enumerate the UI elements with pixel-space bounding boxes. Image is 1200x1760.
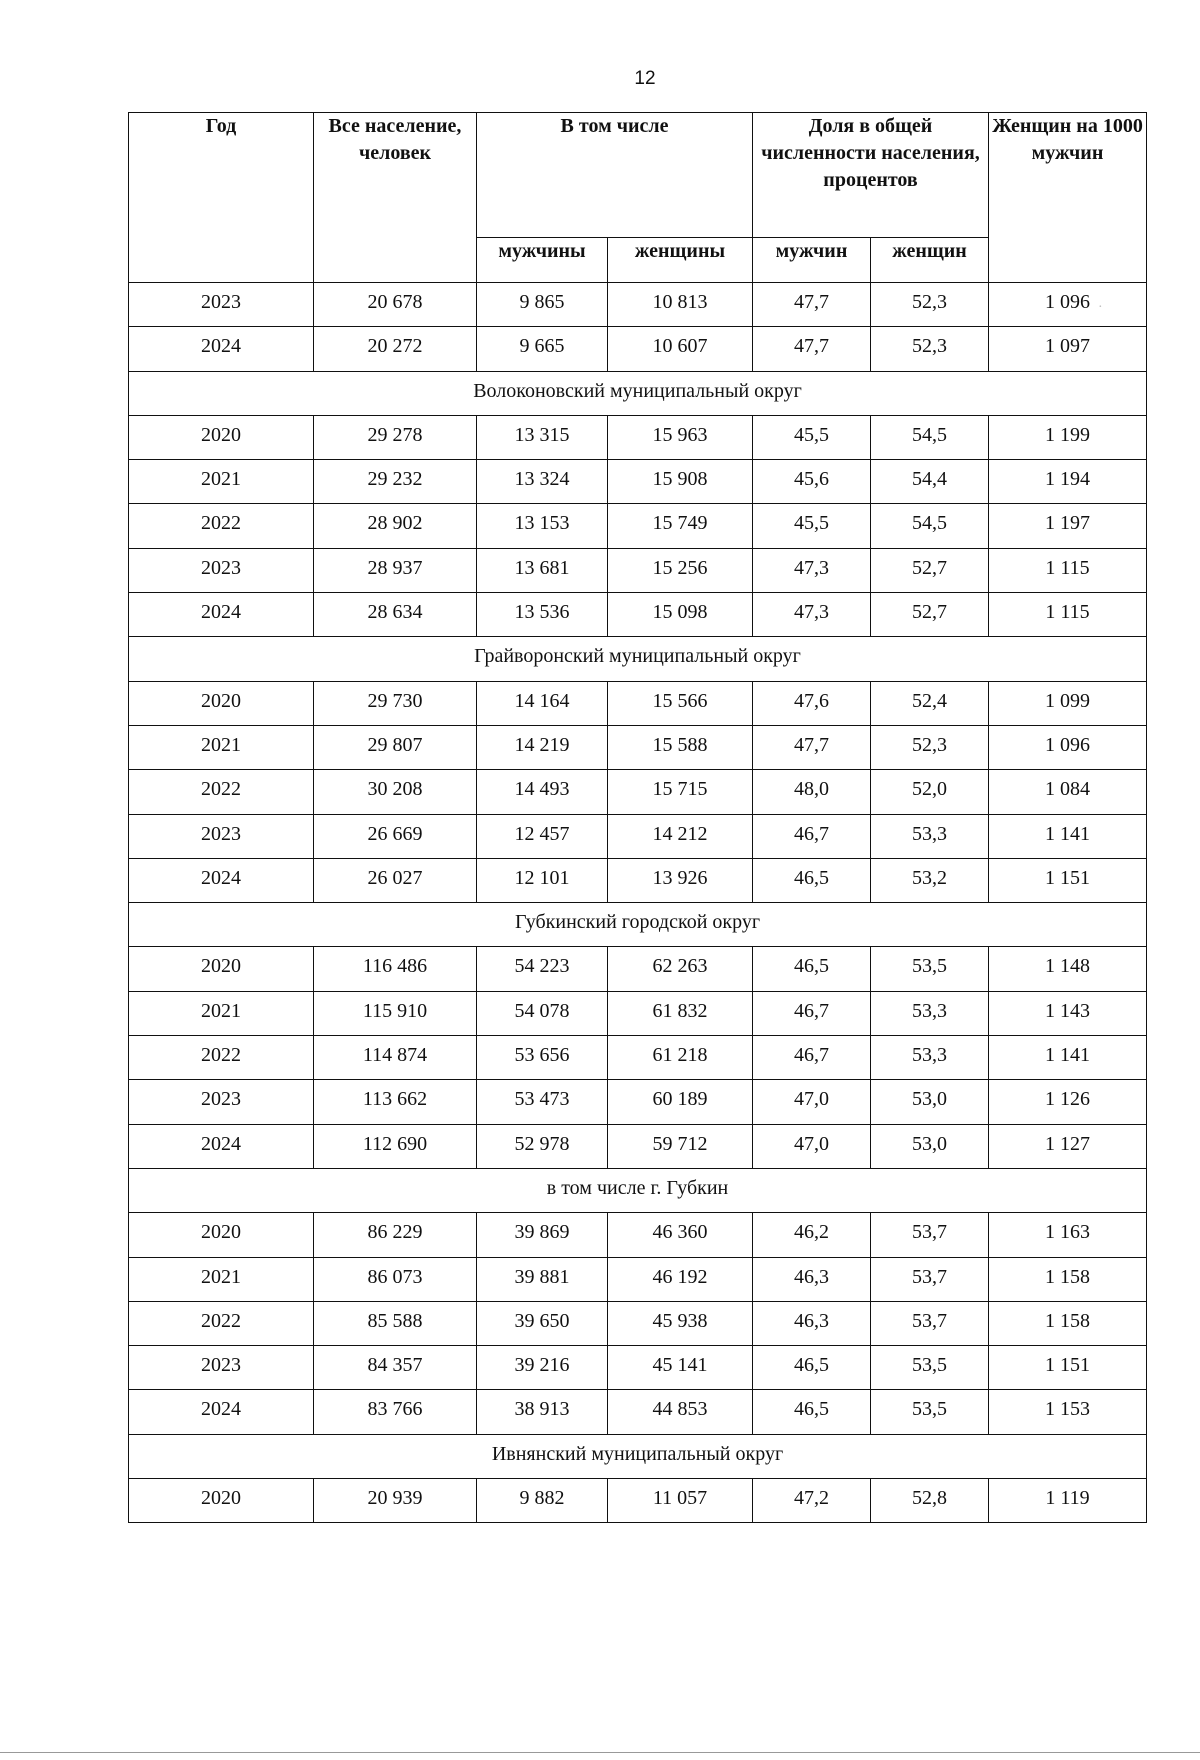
men-cell: 54 223 xyxy=(477,947,608,991)
women-cell: 15 588 xyxy=(608,725,753,769)
women-share-cell: 53,0 xyxy=(871,1124,989,1168)
table-row xyxy=(129,814,1147,858)
women-share-cell: 52,8 xyxy=(871,1479,989,1523)
women-cell: 46 360 xyxy=(608,1213,753,1257)
header-total-population: Все население, человек xyxy=(314,113,477,283)
header-men: мужчины xyxy=(477,238,608,283)
men-share-cell: 47,7 xyxy=(753,327,871,371)
year-cell: 2024 xyxy=(129,858,314,902)
men-cell: 9 665 xyxy=(477,327,608,371)
men-share-cell: 48,0 xyxy=(753,770,871,814)
women-share-cell: 53,7 xyxy=(871,1213,989,1257)
table-row xyxy=(129,504,1147,548)
section-row xyxy=(129,1434,1147,1478)
men-share-cell: 46,5 xyxy=(753,858,871,902)
women-cell: 46 192 xyxy=(608,1257,753,1301)
men-share-cell: 45,5 xyxy=(753,504,871,548)
header-men-share: мужчин xyxy=(753,238,871,283)
table-row xyxy=(129,327,1147,371)
table-row xyxy=(129,1036,1147,1080)
men-share-cell: 47,6 xyxy=(753,681,871,725)
table-row xyxy=(129,725,1147,769)
women-share-cell: 52,7 xyxy=(871,548,989,592)
ratio-cell: 1 099 xyxy=(989,681,1147,725)
men-share-cell: 47,3 xyxy=(753,593,871,637)
men-cell: 13 681 xyxy=(477,548,608,592)
total-cell: 20 272 xyxy=(314,327,477,371)
year-cell: 2020 xyxy=(129,681,314,725)
men-cell: 13 315 xyxy=(477,415,608,459)
total-cell: 28 937 xyxy=(314,548,477,592)
men-cell: 14 164 xyxy=(477,681,608,725)
ratio-cell: 1 127 xyxy=(989,1124,1147,1168)
women-cell: 10 813 xyxy=(608,283,753,327)
section-title: в том числе г. Губкин xyxy=(129,1168,1147,1212)
women-share-cell: 53,0 xyxy=(871,1080,989,1124)
table-row xyxy=(129,283,1147,327)
women-share-cell: 52,4 xyxy=(871,681,989,725)
women-share-cell: 54,4 xyxy=(871,460,989,504)
ratio-cell: 1 119 xyxy=(989,1479,1147,1523)
table-row xyxy=(129,858,1147,902)
women-cell: 59 712 xyxy=(608,1124,753,1168)
total-cell: 26 027 xyxy=(314,858,477,902)
men-cell: 39 216 xyxy=(477,1346,608,1390)
women-cell: 15 715 xyxy=(608,770,753,814)
table-row xyxy=(129,1346,1147,1390)
women-share-cell: 53,3 xyxy=(871,814,989,858)
women-cell: 15 566 xyxy=(608,681,753,725)
total-cell: 29 232 xyxy=(314,460,477,504)
men-cell: 9 882 xyxy=(477,1479,608,1523)
men-cell: 39 869 xyxy=(477,1213,608,1257)
women-cell: 11 057 xyxy=(608,1479,753,1523)
year-cell: 2023 xyxy=(129,1080,314,1124)
total-cell: 20 678 xyxy=(314,283,477,327)
women-cell: 60 189 xyxy=(608,1080,753,1124)
year-cell: 2024 xyxy=(129,1124,314,1168)
year-cell: 2023 xyxy=(129,283,314,327)
ratio-cell: 1 096 xyxy=(989,283,1147,327)
women-cell: 14 212 xyxy=(608,814,753,858)
ratio-cell: 1 096 xyxy=(989,725,1147,769)
men-share-cell: 47,0 xyxy=(753,1124,871,1168)
women-share-cell: 53,3 xyxy=(871,991,989,1035)
header-women: женщины xyxy=(608,238,753,283)
women-cell: 61 218 xyxy=(608,1036,753,1080)
table-row xyxy=(129,770,1147,814)
men-share-cell: 46,5 xyxy=(753,1390,871,1434)
men-cell: 53 656 xyxy=(477,1036,608,1080)
table-row xyxy=(129,681,1147,725)
ratio-cell: 1 141 xyxy=(989,1036,1147,1080)
total-cell: 115 910 xyxy=(314,991,477,1035)
year-cell: 2021 xyxy=(129,460,314,504)
section-title: Волоконовский муниципальный округ xyxy=(129,371,1147,415)
total-cell: 114 874 xyxy=(314,1036,477,1080)
header-women-per-1000-men: Женщин на 1000 мужчин xyxy=(989,113,1147,283)
year-cell: 2023 xyxy=(129,548,314,592)
women-share-cell: 52,3 xyxy=(871,327,989,371)
year-cell: 2021 xyxy=(129,725,314,769)
header-women-share: женщин xyxy=(871,238,989,283)
total-cell: 112 690 xyxy=(314,1124,477,1168)
women-cell: 15 098 xyxy=(608,593,753,637)
total-cell: 86 229 xyxy=(314,1213,477,1257)
women-cell: 15 256 xyxy=(608,548,753,592)
men-cell: 39 881 xyxy=(477,1257,608,1301)
total-cell: 28 634 xyxy=(314,593,477,637)
women-share-cell: 53,7 xyxy=(871,1257,989,1301)
table-row xyxy=(129,1390,1147,1434)
total-cell: 29 807 xyxy=(314,725,477,769)
ratio-cell: 1 115 xyxy=(989,548,1147,592)
page-number: 12 xyxy=(634,68,656,89)
table-row xyxy=(129,460,1147,504)
ratio-cell: 1 148 xyxy=(989,947,1147,991)
men-cell: 38 913 xyxy=(477,1390,608,1434)
section-row xyxy=(129,903,1147,947)
section-title: Ивнянский муниципальный округ xyxy=(129,1434,1147,1478)
year-cell: 2024 xyxy=(129,1390,314,1434)
year-cell: 2020 xyxy=(129,1213,314,1257)
men-share-cell: 47,0 xyxy=(753,1080,871,1124)
men-share-cell: 46,5 xyxy=(753,947,871,991)
men-share-cell: 47,7 xyxy=(753,725,871,769)
men-share-cell: 47,2 xyxy=(753,1479,871,1523)
section-row xyxy=(129,637,1147,681)
total-cell: 28 902 xyxy=(314,504,477,548)
ratio-cell: 1 126 xyxy=(989,1080,1147,1124)
women-cell: 61 832 xyxy=(608,991,753,1035)
year-cell: 2021 xyxy=(129,991,314,1035)
population-table xyxy=(128,112,1147,1523)
men-share-cell: 46,3 xyxy=(753,1301,871,1345)
women-cell: 45 141 xyxy=(608,1346,753,1390)
men-share-cell: 46,5 xyxy=(753,1346,871,1390)
men-cell: 13 536 xyxy=(477,593,608,637)
men-cell: 52 978 xyxy=(477,1124,608,1168)
men-cell: 54 078 xyxy=(477,991,608,1035)
total-cell: 29 730 xyxy=(314,681,477,725)
total-cell: 116 486 xyxy=(314,947,477,991)
year-cell: 2024 xyxy=(129,327,314,371)
men-cell: 13 324 xyxy=(477,460,608,504)
table-row xyxy=(129,947,1147,991)
table-row xyxy=(129,415,1147,459)
total-cell: 83 766 xyxy=(314,1390,477,1434)
ratio-cell: 1 158 xyxy=(989,1257,1147,1301)
women-share-cell: 53,3 xyxy=(871,1036,989,1080)
table-row xyxy=(129,593,1147,637)
men-cell: 12 101 xyxy=(477,858,608,902)
ratio-cell: 1 199 xyxy=(989,415,1147,459)
men-cell: 12 457 xyxy=(477,814,608,858)
men-share-cell: 47,7 xyxy=(753,283,871,327)
year-cell: 2022 xyxy=(129,1036,314,1080)
women-share-cell: 54,5 xyxy=(871,504,989,548)
ratio-cell: 1 151 xyxy=(989,858,1147,902)
women-cell: 10 607 xyxy=(608,327,753,371)
women-cell: 15 749 xyxy=(608,504,753,548)
women-cell: 13 926 xyxy=(608,858,753,902)
men-share-cell: 45,6 xyxy=(753,460,871,504)
women-cell: 15 963 xyxy=(608,415,753,459)
year-cell: 2020 xyxy=(129,947,314,991)
ratio-cell: 1 084 xyxy=(989,770,1147,814)
men-share-cell: 46,7 xyxy=(753,991,871,1035)
table-row xyxy=(129,1257,1147,1301)
year-cell: 2020 xyxy=(129,1479,314,1523)
men-cell: 39 650 xyxy=(477,1301,608,1345)
men-cell: 9 865 xyxy=(477,283,608,327)
ratio-cell: 1 097 xyxy=(989,327,1147,371)
year-cell: 2023 xyxy=(129,814,314,858)
women-share-cell: 52,3 xyxy=(871,283,989,327)
scan-speck: · xyxy=(1098,300,1103,315)
men-cell: 14 219 xyxy=(477,725,608,769)
women-cell: 45 938 xyxy=(608,1301,753,1345)
section-row xyxy=(129,1168,1147,1212)
men-share-cell: 46,2 xyxy=(753,1213,871,1257)
women-share-cell: 52,3 xyxy=(871,725,989,769)
women-cell: 15 908 xyxy=(608,460,753,504)
table-row xyxy=(129,548,1147,592)
table-row xyxy=(129,1301,1147,1345)
men-cell: 53 473 xyxy=(477,1080,608,1124)
table-row xyxy=(129,991,1147,1035)
total-cell: 84 357 xyxy=(314,1346,477,1390)
women-share-cell: 52,0 xyxy=(871,770,989,814)
men-cell: 14 493 xyxy=(477,770,608,814)
ratio-cell: 1 141 xyxy=(989,814,1147,858)
total-cell: 30 208 xyxy=(314,770,477,814)
header-including: В том числе xyxy=(477,113,753,238)
ratio-cell: 1 197 xyxy=(989,504,1147,548)
year-cell: 2022 xyxy=(129,1301,314,1345)
men-share-cell: 46,7 xyxy=(753,814,871,858)
year-cell: 2024 xyxy=(129,593,314,637)
total-cell: 26 669 xyxy=(314,814,477,858)
ratio-cell: 1 163 xyxy=(989,1213,1147,1257)
total-cell: 85 588 xyxy=(314,1301,477,1345)
ratio-cell: 1 151 xyxy=(989,1346,1147,1390)
women-share-cell: 54,5 xyxy=(871,415,989,459)
men-share-cell: 46,3 xyxy=(753,1257,871,1301)
table-row xyxy=(129,1213,1147,1257)
table-row xyxy=(129,1479,1147,1523)
men-cell: 13 153 xyxy=(477,504,608,548)
women-share-cell: 53,5 xyxy=(871,1390,989,1434)
men-share-cell: 47,3 xyxy=(753,548,871,592)
ratio-cell: 1 153 xyxy=(989,1390,1147,1434)
men-share-cell: 46,7 xyxy=(753,1036,871,1080)
scan-edge-line xyxy=(0,1752,1200,1753)
women-share-cell: 53,2 xyxy=(871,858,989,902)
header-year: Год xyxy=(129,113,314,283)
table-row xyxy=(129,1124,1147,1168)
total-cell: 29 278 xyxy=(314,415,477,459)
women-share-cell: 53,7 xyxy=(871,1301,989,1345)
table-row xyxy=(129,1080,1147,1124)
section-title: Грайворонский муниципальный округ xyxy=(129,637,1147,681)
ratio-cell: 1 115 xyxy=(989,593,1147,637)
year-cell: 2021 xyxy=(129,1257,314,1301)
total-cell: 86 073 xyxy=(314,1257,477,1301)
women-cell: 44 853 xyxy=(608,1390,753,1434)
year-cell: 2022 xyxy=(129,504,314,548)
women-share-cell: 53,5 xyxy=(871,1346,989,1390)
section-title: Губкинский городской округ xyxy=(129,903,1147,947)
men-share-cell: 45,5 xyxy=(753,415,871,459)
total-cell: 20 939 xyxy=(314,1479,477,1523)
header-share: Доля в общей численности населения, процентов xyxy=(753,113,989,238)
total-cell: 113 662 xyxy=(314,1080,477,1124)
section-row xyxy=(129,371,1147,415)
ratio-cell: 1 194 xyxy=(989,460,1147,504)
women-share-cell: 52,7 xyxy=(871,593,989,637)
year-cell: 2022 xyxy=(129,770,314,814)
year-cell: 2020 xyxy=(129,415,314,459)
ratio-cell: 1 158 xyxy=(989,1301,1147,1345)
ratio-cell: 1 143 xyxy=(989,991,1147,1035)
women-share-cell: 53,5 xyxy=(871,947,989,991)
women-cell: 62 263 xyxy=(608,947,753,991)
year-cell: 2023 xyxy=(129,1346,314,1390)
table-body xyxy=(129,283,1147,1523)
